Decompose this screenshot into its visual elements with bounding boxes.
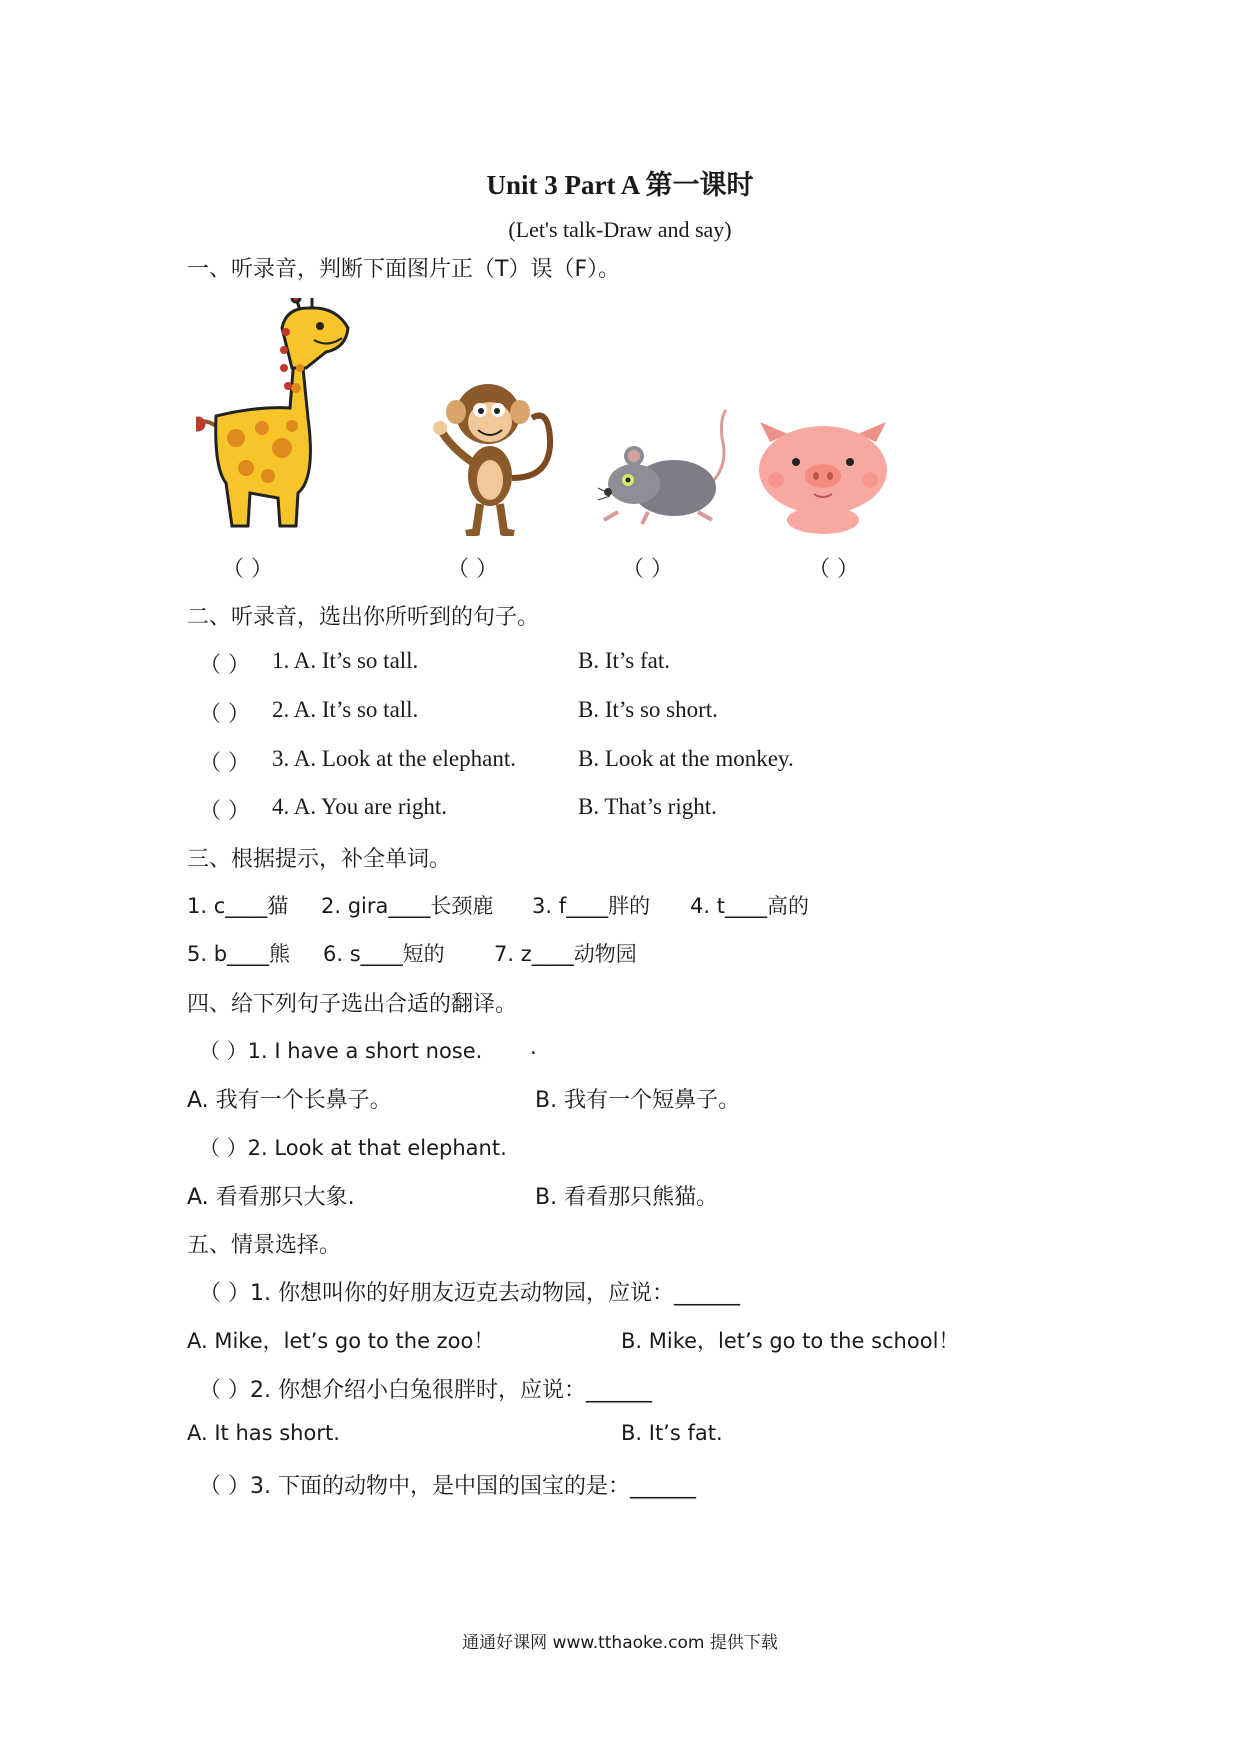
s4-q1-option-b: B. 我有一个短鼻子。	[535, 1088, 741, 1113]
s5-question-3: （ ）3. 下面的动物中，是中国的国宝的是：______	[199, 1474, 696, 1499]
s2-option-b-1: B. It’s fat.	[578, 648, 670, 673]
s5-question-1: （ ）1. 你想叫你的好朋友迈克去动物园，应说：______	[199, 1281, 740, 1306]
s2-option-a-3: 3. A. Look at the elephant.	[272, 746, 516, 771]
s2-option-a-4: 4. A. You are right.	[272, 794, 448, 819]
giraffe-picture	[196, 298, 378, 534]
s2-option-a-1: 1. A. It’s so tall.	[272, 648, 419, 673]
s5-q2-option-b: B. It’s fat.	[621, 1421, 723, 1445]
s4-stray-dot: .	[530, 1035, 537, 1059]
s4-q1-option-a: A. 我有一个长鼻子。	[187, 1088, 392, 1113]
word-blank-4: 4. t____高的	[690, 894, 809, 918]
word-blank-2: 2. gira____长颈鹿	[321, 894, 494, 918]
s2-option-b-4: B. That’s right.	[578, 794, 717, 819]
page-footer: 通通好课网 www.tthaoke.com 提供下载	[462, 1633, 778, 1653]
page-title: Unit 3 Part A 第一课时	[486, 170, 754, 200]
s5-q1-option-a: A. Mike，let’s go to the zoo！	[187, 1329, 495, 1353]
s2-option-b-2: B. It’s so short.	[578, 697, 718, 722]
answer-paren-2[interactable]: （ ）	[447, 557, 498, 582]
s4-question-1: （ ）1. I have a short nose.	[199, 1039, 483, 1063]
s4-q2-option-b: B. 看看那只熊猫。	[535, 1185, 719, 1210]
mouse-picture	[598, 408, 740, 532]
s5-question-2: （ ）2. 你想介绍小白兔很胖时，应说：______	[199, 1378, 652, 1403]
answer-paren-3[interactable]: （ ）	[622, 557, 673, 582]
s2-paren-1[interactable]: （ ）	[199, 653, 250, 678]
word-blank-3: 3. f____胖的	[532, 894, 651, 918]
word-blank-1: 1. c____猫	[187, 894, 289, 918]
section3-heading: 三、根据提示，补全单词。	[187, 847, 452, 872]
word-blank-7: 7. z____动物园	[494, 942, 637, 966]
s2-paren-4[interactable]: （ ）	[199, 799, 250, 824]
s2-paren-2[interactable]: （ ）	[199, 702, 250, 727]
page-subtitle: (Let's talk-Draw and say)	[508, 217, 732, 242]
answer-paren-4[interactable]: （ ）	[808, 557, 859, 582]
s4-question-2: （ ）2. Look at that elephant.	[199, 1136, 507, 1160]
pig-picture	[756, 422, 890, 534]
s2-option-b-3: B. Look at the monkey.	[578, 746, 794, 771]
monkey-picture	[432, 368, 562, 536]
section2-heading: 二、听录音，选出你所听到的句子。	[187, 605, 540, 630]
s2-paren-3[interactable]: （ ）	[199, 751, 250, 776]
s5-q1-option-b: B. Mike，let’s go to the school！	[621, 1329, 960, 1353]
word-blank-6: 6. s____短的	[323, 942, 445, 966]
word-blank-5: 5. b____熊	[187, 942, 291, 966]
s5-q2-option-a: A. It has short.	[187, 1421, 340, 1445]
section5-heading: 五、情景选择。	[187, 1233, 342, 1258]
section4-heading: 四、给下列句子选出合适的翻译。	[187, 992, 518, 1017]
section1-heading: 一、听录音，判断下面图片正（T）误（F）。	[187, 257, 621, 282]
answer-paren-1[interactable]: （ ）	[222, 557, 273, 582]
s2-option-a-2: 2. A. It’s so tall.	[272, 697, 419, 722]
s4-q2-option-a: A. 看看那只大象.	[187, 1185, 355, 1210]
